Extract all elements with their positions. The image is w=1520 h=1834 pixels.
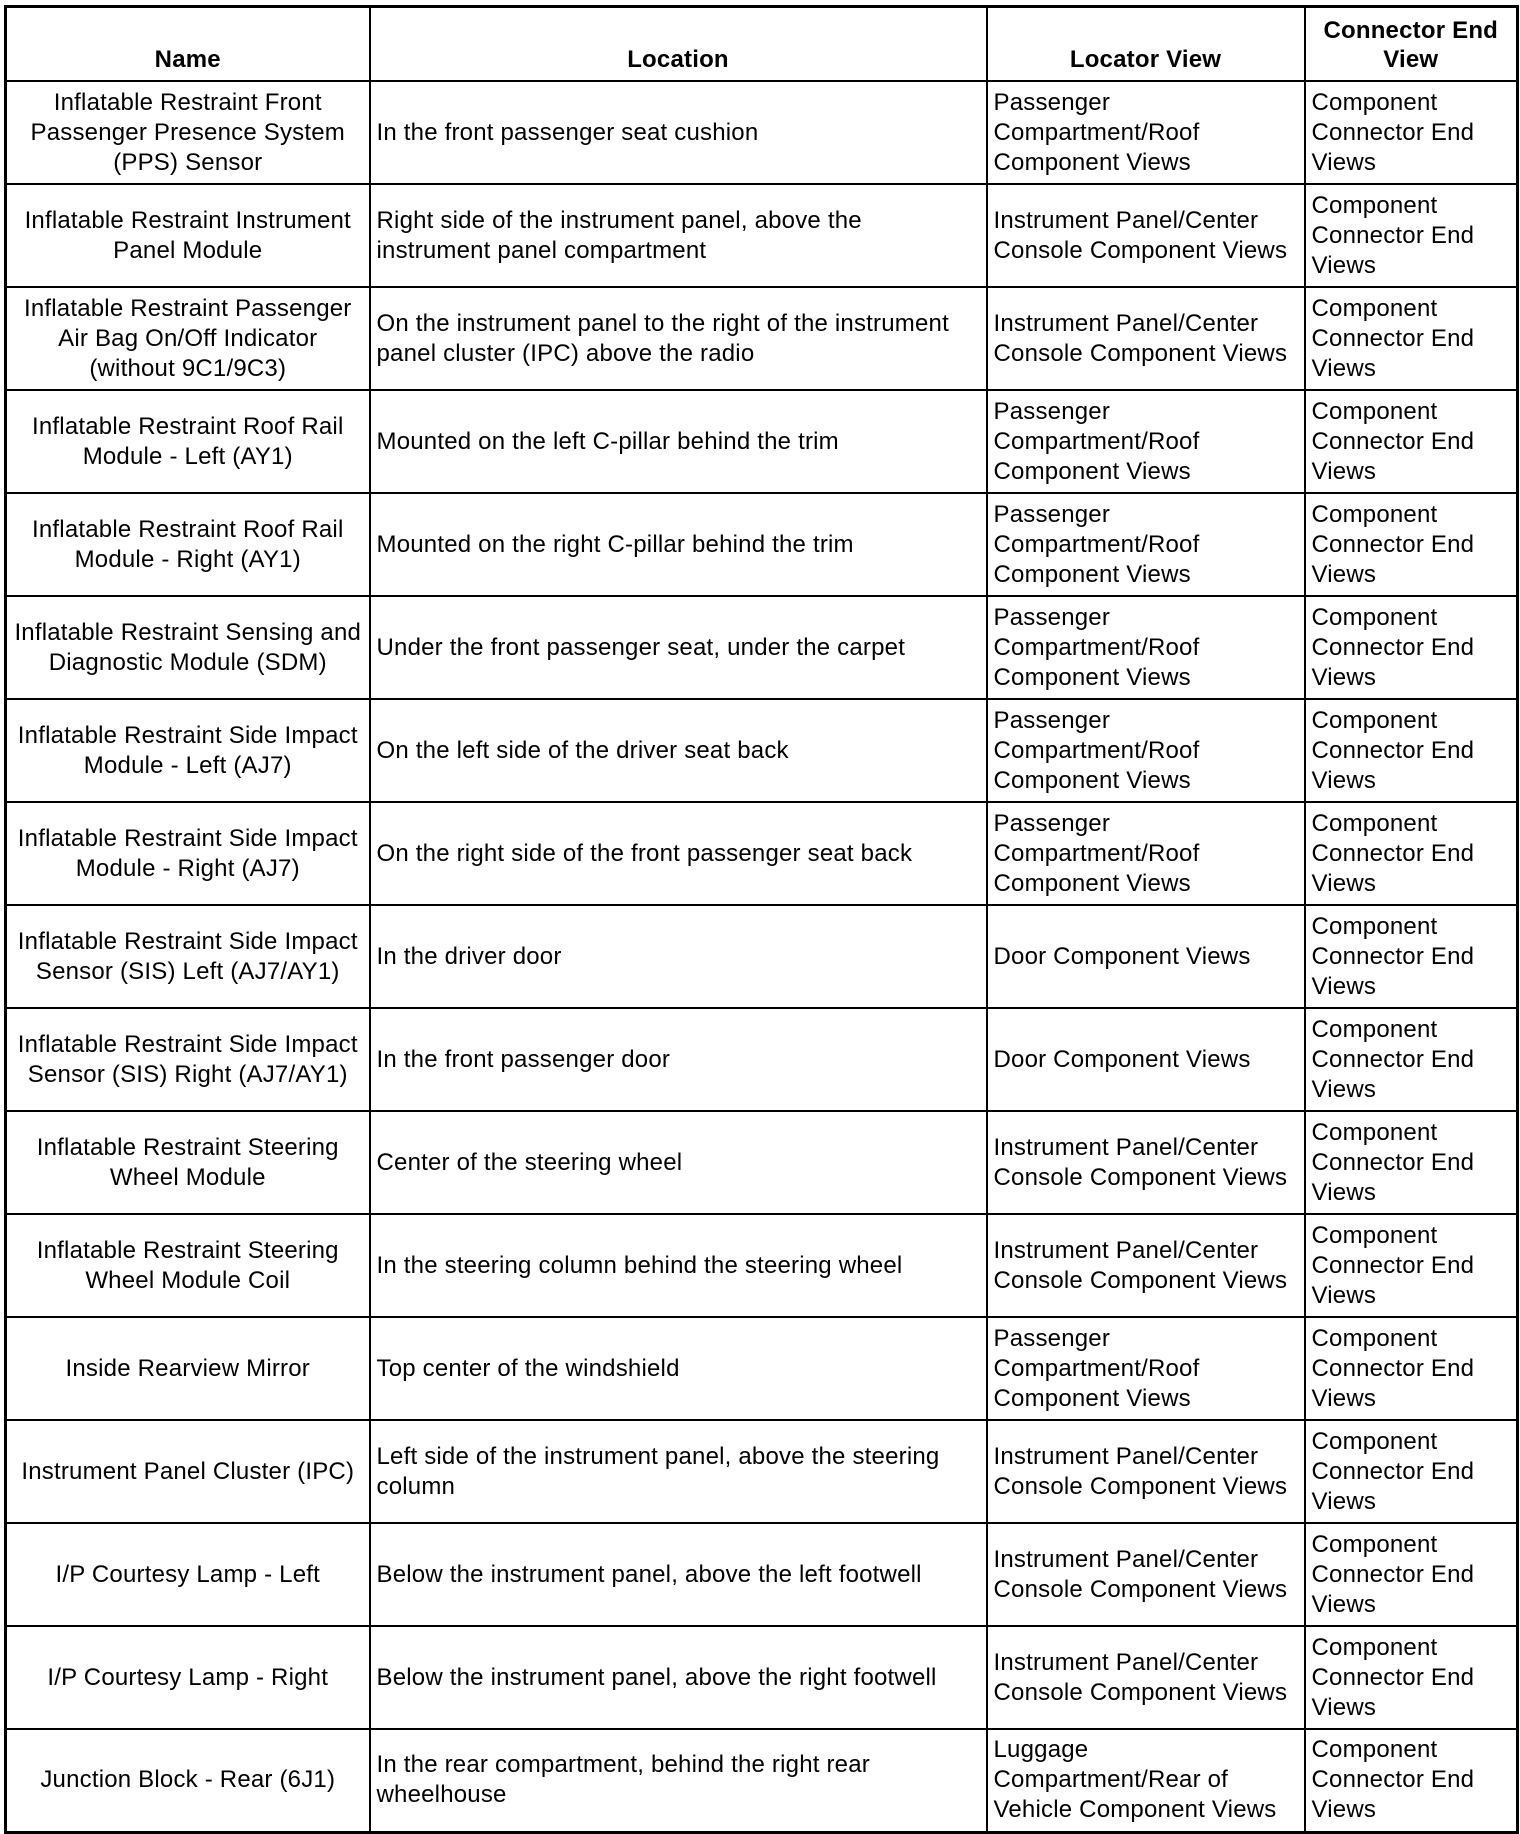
table-row: [6, 596, 1518, 699]
table-row: [6, 390, 1518, 493]
cell-connector-end-view: Component Connector End Views: [1305, 1729, 1518, 1832]
table-row: [6, 699, 1518, 802]
cell-location: Mounted on the left C-pillar behind the trim: [370, 390, 987, 493]
cell-connector-end-view: Component Connector End Views: [1305, 1111, 1518, 1214]
cell-location: On the instrument panel to the right of the instrument panel cluster (IPC) above the radio: [370, 287, 987, 390]
table-row: [6, 287, 1518, 390]
cell-locator-view: Luggage Compartment/Rear of Vehicle Component Views: [987, 1729, 1305, 1832]
cell-location: In the rear compartment, behind the right rear wheelhouse: [370, 1729, 987, 1832]
cell-location: Center of the steering wheel: [370, 1111, 987, 1214]
cell-name: Inflatable Restraint Side Impact Module - Left (AJ7): [6, 699, 370, 802]
table-row: [6, 1008, 1518, 1111]
cell-name: Inflatable Restraint Side Impact Sensor (SIS) Left (AJ7/AY1): [6, 905, 370, 1008]
cell-location: On the right side of the front passenger seat back: [370, 802, 987, 905]
cell-connector-end-view: Component Connector End Views: [1305, 596, 1518, 699]
cell-locator-view: Passenger Compartment/Roof Component Views: [987, 596, 1305, 699]
cell-location: In the front passenger door: [370, 1008, 987, 1111]
header-location: Location: [370, 7, 987, 82]
cell-connector-end-view: Component Connector End Views: [1305, 802, 1518, 905]
cell-name: Inflatable Restraint Steering Wheel Module Coil: [6, 1214, 370, 1317]
cell-name: Inflatable Restraint Roof Rail Module - Left (AY1): [6, 390, 370, 493]
cell-locator-view: Passenger Compartment/Roof Component Views: [987, 493, 1305, 596]
cell-location: Below the instrument panel, above the right footwell: [370, 1626, 987, 1729]
cell-locator-view: Instrument Panel/Center Console Component Views: [987, 1214, 1305, 1317]
table-row: [6, 1214, 1518, 1317]
cell-connector-end-view: Component Connector End Views: [1305, 390, 1518, 493]
cell-locator-view: Door Component Views: [987, 1008, 1305, 1111]
header-locator-view: Locator View: [987, 7, 1305, 82]
cell-name: I/P Courtesy Lamp - Right: [6, 1626, 370, 1729]
cell-connector-end-view: Component Connector End Views: [1305, 184, 1518, 287]
cell-name: Inflatable Restraint Roof Rail Module - Right (AY1): [6, 493, 370, 596]
cell-connector-end-view: Component Connector End Views: [1305, 493, 1518, 596]
cell-locator-view: Instrument Panel/Center Console Component Views: [987, 1420, 1305, 1523]
cell-locator-view: Passenger Compartment/Roof Component Views: [987, 1317, 1305, 1420]
cell-locator-view: Instrument Panel/Center Console Component Views: [987, 184, 1305, 287]
cell-locator-view: Instrument Panel/Center Console Component Views: [987, 287, 1305, 390]
document-page: [4, 5, 1516, 1824]
header-name: Name: [6, 7, 370, 82]
cell-connector-end-view: Component Connector End Views: [1305, 1317, 1518, 1420]
cell-connector-end-view: Component Connector End Views: [1305, 905, 1518, 1008]
table-row: [6, 1523, 1518, 1626]
table-row: [6, 1420, 1518, 1523]
header-row: [6, 7, 1518, 82]
cell-location: Right side of the instrument panel, above the instrument panel compartment: [370, 184, 987, 287]
table-row: [6, 493, 1518, 596]
cell-name: Inflatable Restraint Passenger Air Bag On/Off Indicator (without 9C1/9C3): [6, 287, 370, 390]
cell-name: Inflatable Restraint Side Impact Module - Right (AJ7): [6, 802, 370, 905]
cell-name: Junction Block - Rear (6J1): [6, 1729, 370, 1832]
cell-name: I/P Courtesy Lamp - Left: [6, 1523, 370, 1626]
cell-name: Inflatable Restraint Steering Wheel Module: [6, 1111, 370, 1214]
cell-name: Inflatable Restraint Front Passenger Presence System (PPS) Sensor: [6, 81, 370, 184]
cell-locator-view: Passenger Compartment/Roof Component Views: [987, 390, 1305, 493]
table-body: [6, 81, 1518, 1832]
cell-name: Inside Rearview Mirror: [6, 1317, 370, 1420]
table-row: [6, 905, 1518, 1008]
component-locator-table: [4, 5, 1519, 1834]
header-connector-end-view: Connector End View: [1305, 7, 1518, 82]
cell-location: In the driver door: [370, 905, 987, 1008]
cell-location: In the front passenger seat cushion: [370, 81, 987, 184]
cell-locator-view: Passenger Compartment/Roof Component Views: [987, 699, 1305, 802]
table-row: [6, 1626, 1518, 1729]
cell-location: Under the front passenger seat, under the carpet: [370, 596, 987, 699]
cell-location: Top center of the windshield: [370, 1317, 987, 1420]
cell-locator-view: Passenger Compartment/Roof Component Views: [987, 81, 1305, 184]
cell-connector-end-view: Component Connector End Views: [1305, 1420, 1518, 1523]
cell-connector-end-view: Component Connector End Views: [1305, 287, 1518, 390]
cell-locator-view: Instrument Panel/Center Console Component Views: [987, 1523, 1305, 1626]
cell-connector-end-view: Component Connector End Views: [1305, 1523, 1518, 1626]
cell-locator-view: Passenger Compartment/Roof Component Views: [987, 802, 1305, 905]
cell-locator-view: Instrument Panel/Center Console Component Views: [987, 1111, 1305, 1214]
cell-connector-end-view: Component Connector End Views: [1305, 1008, 1518, 1111]
cell-locator-view: Door Component Views: [987, 905, 1305, 1008]
cell-connector-end-view: Component Connector End Views: [1305, 699, 1518, 802]
cell-name: Inflatable Restraint Side Impact Sensor (SIS) Right (AJ7/AY1): [6, 1008, 370, 1111]
cell-name: Inflatable Restraint Instrument Panel Module: [6, 184, 370, 287]
cell-location: In the steering column behind the steering wheel: [370, 1214, 987, 1317]
cell-connector-end-view: Component Connector End Views: [1305, 1626, 1518, 1729]
cell-location: Mounted on the right C-pillar behind the trim: [370, 493, 987, 596]
cell-connector-end-view: Component Connector End Views: [1305, 81, 1518, 184]
table-row: [6, 802, 1518, 905]
cell-location: Left side of the instrument panel, above the steering column: [370, 1420, 987, 1523]
cell-locator-view: Instrument Panel/Center Console Component Views: [987, 1626, 1305, 1729]
table-row: [6, 1111, 1518, 1214]
table-header: [6, 7, 1518, 82]
cell-location: On the left side of the driver seat back: [370, 699, 987, 802]
cell-location: Below the instrument panel, above the left footwell: [370, 1523, 987, 1626]
table-row: [6, 81, 1518, 184]
table-row: [6, 1317, 1518, 1420]
table-row: [6, 184, 1518, 287]
table-row: [6, 1729, 1518, 1832]
cell-name: Inflatable Restraint Sensing and Diagnostic Module (SDM): [6, 596, 370, 699]
cell-connector-end-view: Component Connector End Views: [1305, 1214, 1518, 1317]
cell-name: Instrument Panel Cluster (IPC): [6, 1420, 370, 1523]
